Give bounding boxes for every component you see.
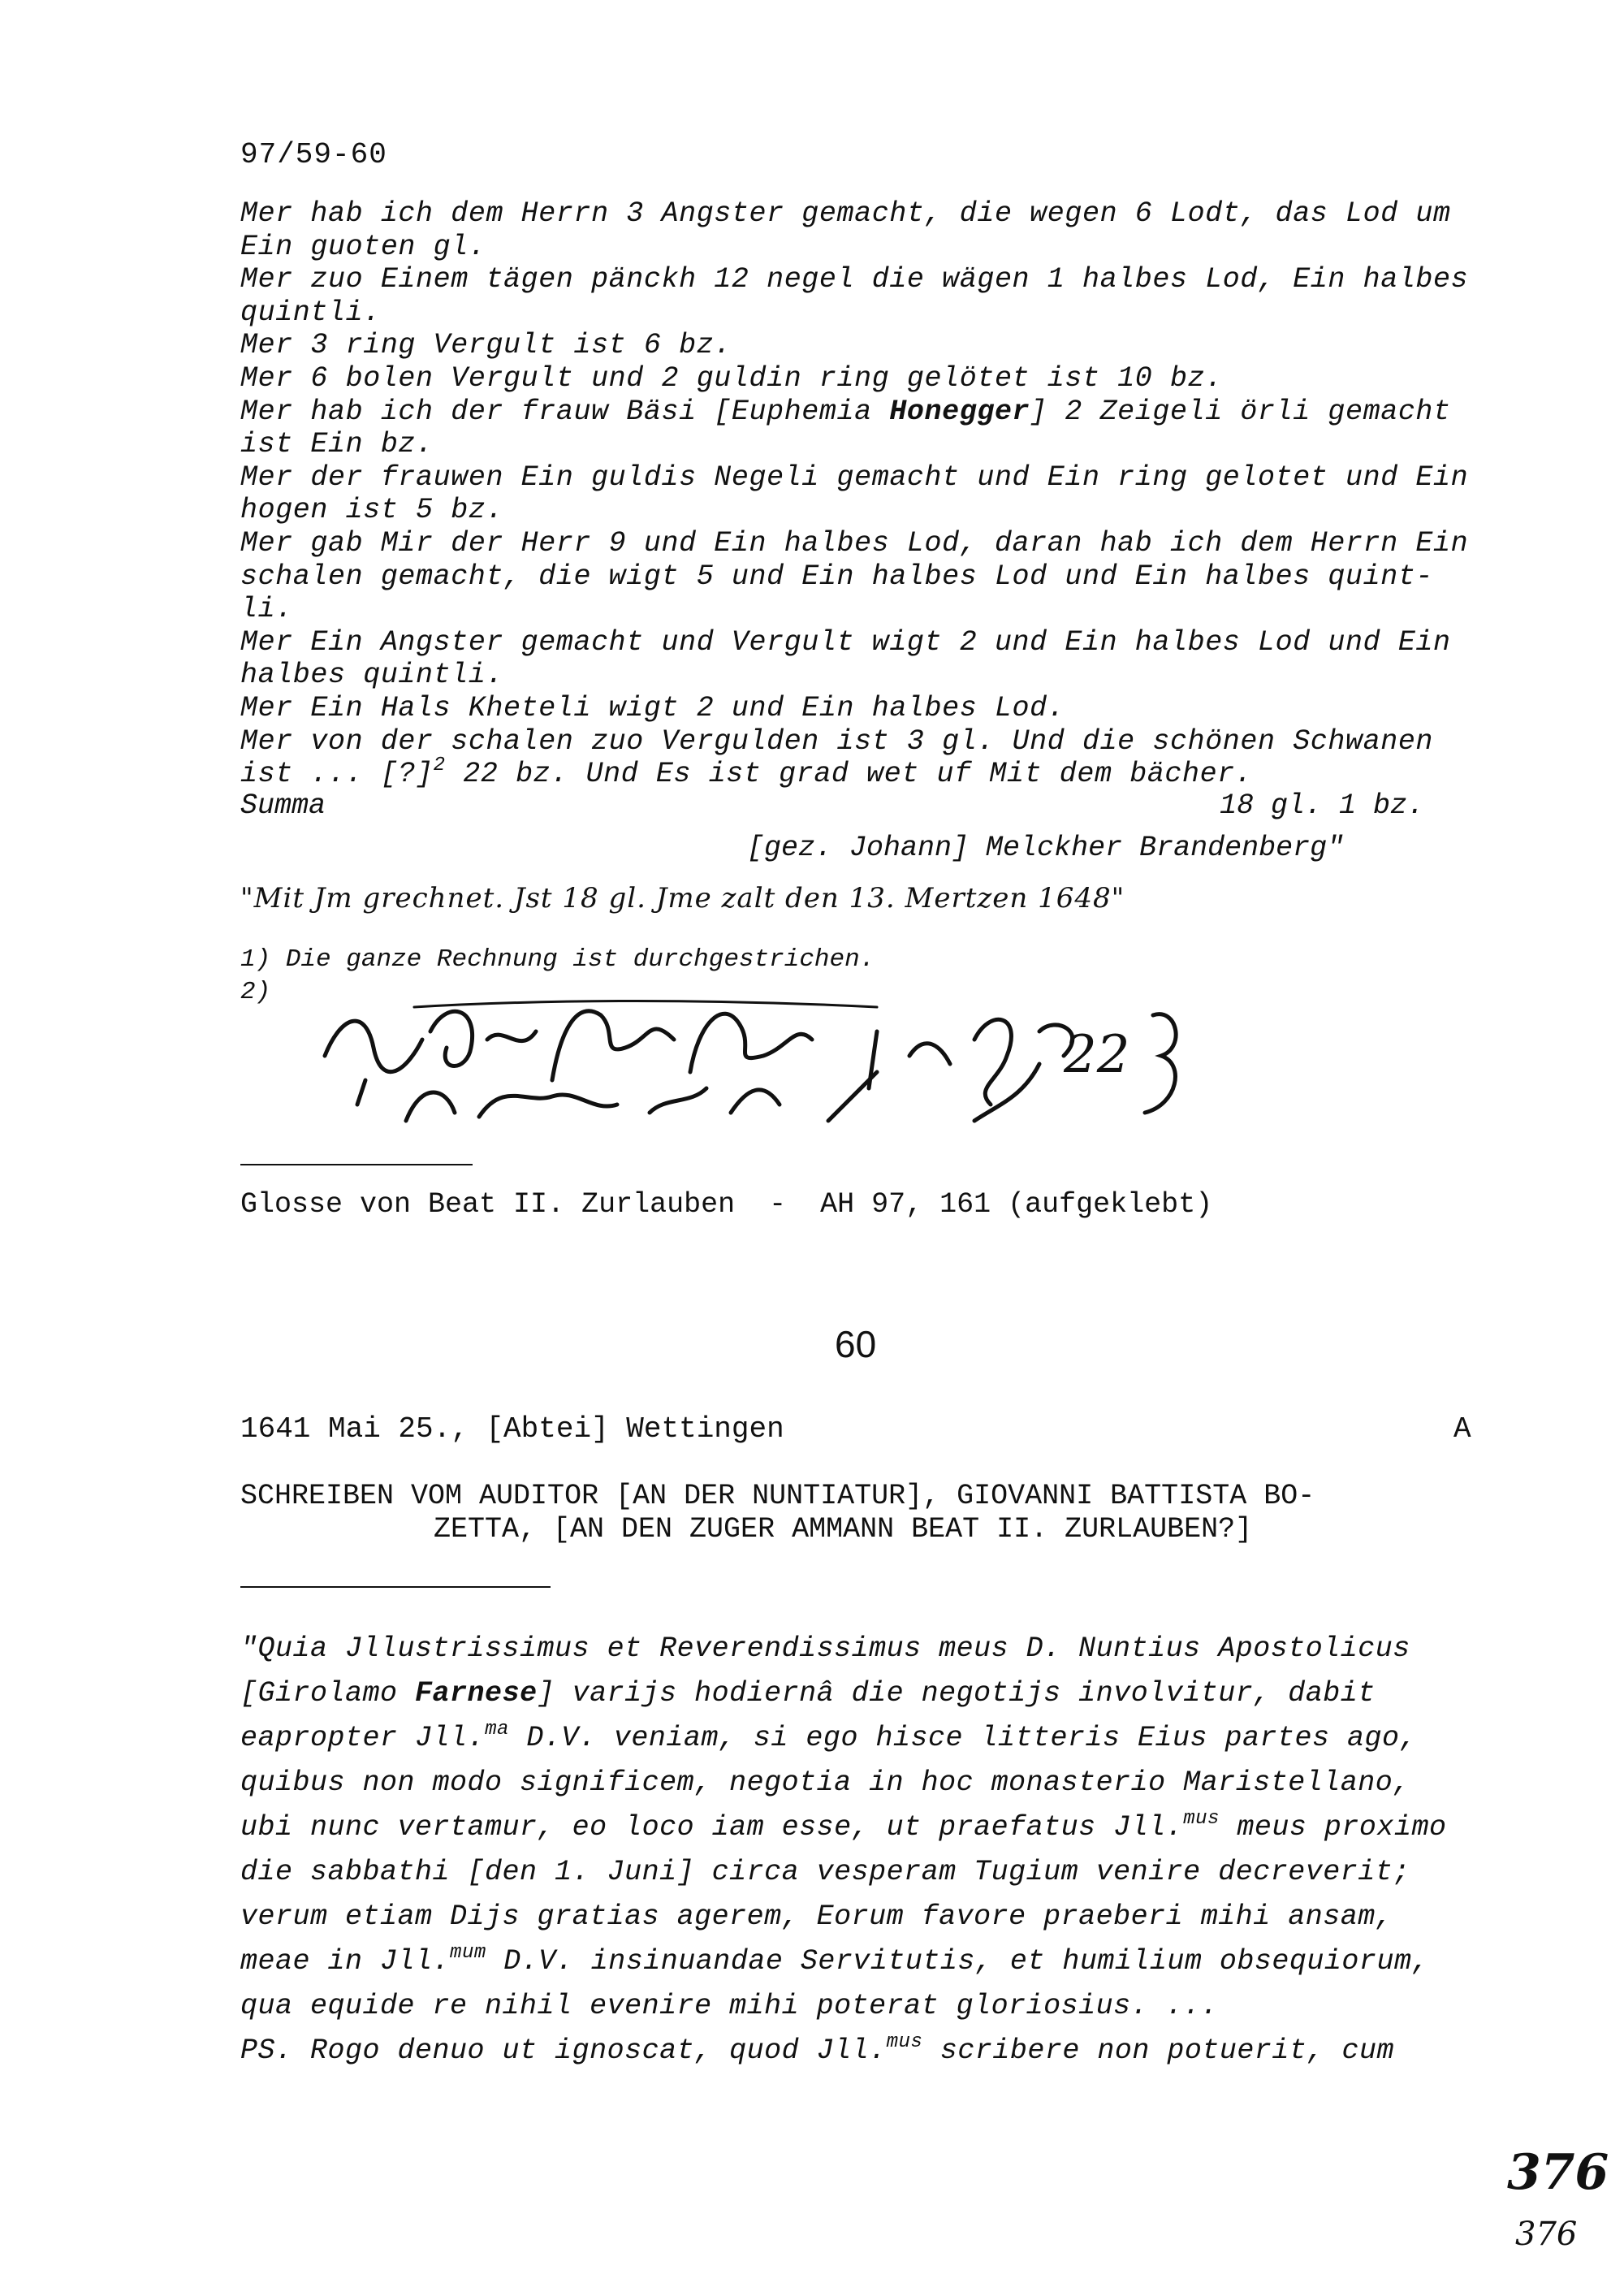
account-entry-line: Mer Ein Angster gemacht und Vergult wigt 2 und Ein halbes Lod und Ein bbox=[240, 625, 1451, 659]
superscript: 2 bbox=[433, 755, 446, 777]
page-number-stamp: 376 bbox=[1507, 2144, 1609, 2201]
summa-value: 18 gl. 1 bz. bbox=[1220, 789, 1425, 822]
account-entry-line: Ein guoten gl. bbox=[240, 230, 486, 263]
latin-text-line: PS. Rogo denuo ut ignoscat, quod Jll.$^{mus}$ scribere non potuerit, cum bbox=[240, 2031, 1394, 2067]
latin-text-line: quibus non modo significem, negotia in hoc monasterio Maristellano, bbox=[240, 1766, 1410, 1799]
account-entry-line: ist Ein bz. bbox=[240, 428, 434, 461]
name-highlight: Honegger bbox=[889, 395, 1030, 428]
document-number: 60 bbox=[835, 1323, 877, 1365]
account-entry-line: Mer hab ich dem Herrn 3 Angster gemacht, die wegen 6 Lodt, das Lod um bbox=[240, 197, 1451, 230]
account-entry-line: schalen gemacht, die wigt 5 und Ein halbes Lod und Ein halbes quint- bbox=[240, 560, 1434, 593]
superscript: ma bbox=[485, 1719, 509, 1740]
latin-text-line: "Quia Jllustrissimus et Reverendissimus meus D. Nuntius Apostolicus bbox=[240, 1632, 1410, 1665]
latin-text-line: qua equide re nihil evenire mihi poterat gloriosius. ... bbox=[240, 1990, 1219, 2022]
latin-text-line: die sabbathi [den 1. Juni] circa vesperam Tugium venire decreverit; bbox=[240, 1856, 1410, 1888]
latin-text-line: ubi nunc vertamur, eo loco iam esse, ut praefatus Jll.$^{mus}$ meus proximo bbox=[240, 1808, 1447, 1844]
summa-label: Summa bbox=[240, 789, 326, 822]
account-entry-line: Mer 3 ring Vergult ist 6 bz. bbox=[240, 329, 732, 362]
glosse-note: Glosse von Beat II. Zurlauben - AH 97, 161 (aufgeklebt) bbox=[240, 1188, 1213, 1221]
account-entry-line: ist ... [?]$^2$ 22 bz. Und Es ist grad wet uf Mit dem bächer. bbox=[240, 755, 1253, 791]
handwriting-scan-image bbox=[309, 983, 1250, 1129]
account-entry-line: Mer Ein Hals Kheteli wigt 2 und Ein halbes Lod. bbox=[240, 691, 1065, 724]
date-place: 1641 Mai 25., [Abtei] Wettingen bbox=[240, 1412, 784, 1446]
latin-text-line: meae in Jll.$^{mum}$ D.V. insinuandae Servitutis, et humilium obsequiorum, bbox=[240, 1942, 1429, 1978]
page-number-handwritten: 376 bbox=[1515, 2216, 1578, 2253]
archive-reference: 97/59-60 bbox=[240, 138, 387, 171]
document-title-line-1: SCHREIBEN VOM AUDITOR [AN DER NUNTIATUR], GIOVANNI BATTISTA BO- bbox=[240, 1480, 1315, 1512]
account-entry-line: Mer von der schalen zuo Vergulden ist 3 gl. Und die schönen Schwanen bbox=[240, 724, 1434, 758]
latin-text bbox=[240, 1627, 1446, 2073]
separator-line bbox=[240, 1164, 473, 1165]
account-entries bbox=[240, 197, 1468, 791]
footnote-1-marker: 1) bbox=[240, 945, 271, 974]
footnote-1-text: Die ganze Rechnung ist durchgestrichen. bbox=[285, 945, 875, 974]
latin-text-line: verum etiam Dijs gratias agerem, Eorum favore praeberi mihi ansam, bbox=[240, 1900, 1393, 1933]
separator-line bbox=[240, 1586, 551, 1588]
document-title-line-2: ZETTA, [AN DEN ZUGER AMMANN BEAT II. ZURLAUBEN?] bbox=[434, 1513, 1253, 1546]
document-letter: A bbox=[1453, 1412, 1471, 1446]
svg-text:22: 22 bbox=[1064, 1025, 1130, 1085]
account-entry-line: Mer 6 bolen Vergult und 2 guldin ring gelötet ist 10 bz. bbox=[240, 361, 1223, 395]
footnote-2-marker: 2) bbox=[240, 978, 271, 1006]
account-entry-line: Mer gab Mir der Herr 9 und Ein halbes Lod, daran hab ich dem Herrn Ein bbox=[240, 526, 1469, 560]
account-entry-line: Mer zuo Einem tägen pänckh 12 negel die wägen 1 halbes Lod, Ein halbes bbox=[240, 263, 1469, 296]
latin-text-line: [Girolamo Farnese] varijs hodiernâ die negotijs involvitur, dabit bbox=[240, 1677, 1376, 1710]
handwritten-note: "Mit Jm grechnet. Jst 18 gl. Jme zalt den 13. Mertzen 1648" bbox=[240, 882, 1125, 914]
account-entry-line: hogen ist 5 bz. bbox=[240, 494, 504, 527]
account-entry-line: halbes quintli. bbox=[240, 659, 504, 692]
name-highlight: Farnese bbox=[415, 1677, 538, 1710]
account-entry-line: quintli. bbox=[240, 296, 381, 329]
footnote-1 bbox=[240, 945, 875, 974]
superscript: mus bbox=[1183, 1808, 1220, 1830]
latin-text-line: eapropter Jll.$^{ma}$ D.V. veniam, si ego hisce litteris Eius partes ago, bbox=[240, 1719, 1418, 1754]
superscript: mum bbox=[450, 1942, 486, 1964]
account-entry-line: Mer hab ich der frauw Bäsi [Euphemia Honegger] 2 Zeigeli örli gemacht bbox=[240, 395, 1451, 428]
signature: [gez. Johann] Melckher Brandenberg" bbox=[747, 832, 1345, 864]
superscript: mus bbox=[886, 2031, 923, 2053]
account-entry-line: Mer der frauwen Ein guldis Negeli gemacht und Ein ring gelotet und Ein bbox=[240, 460, 1469, 494]
account-entry-line: li. bbox=[240, 593, 293, 626]
